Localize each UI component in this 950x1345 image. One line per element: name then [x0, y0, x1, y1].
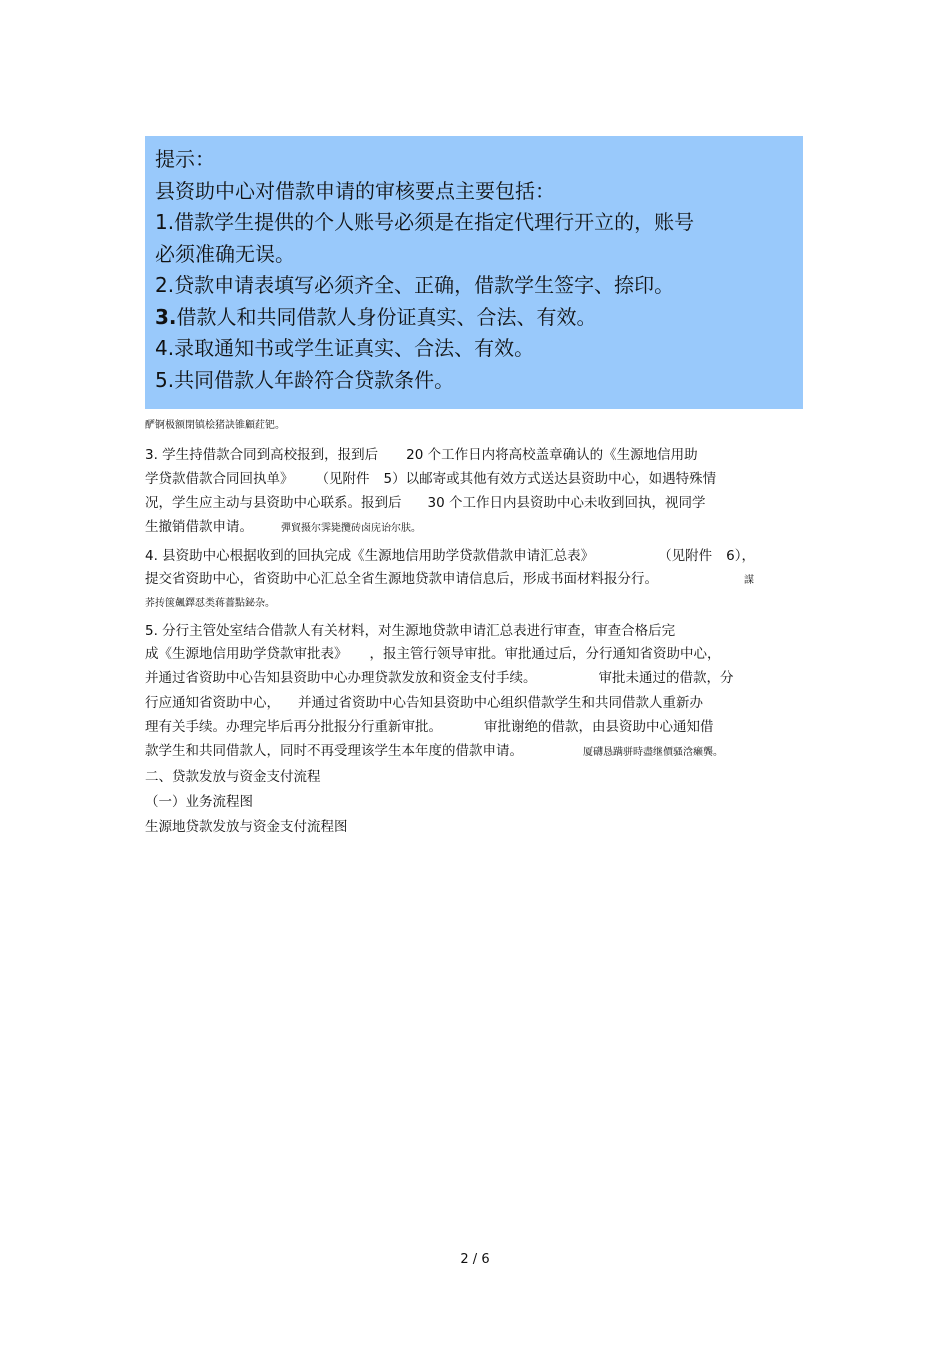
p5-l5b: 审批谢绝的借款，由县资助中心通知借: [484, 719, 714, 735]
p4-l1c: 6），: [726, 548, 756, 564]
p3-l4a: 生撤销借款申请。: [145, 519, 253, 535]
tip-item-1b: 必须准确无误。: [155, 241, 295, 266]
p3-l1b: 20 个工作日内将高校盖章确认的《生源地信用助: [406, 447, 698, 463]
paragraph-5-line-5: [145, 718, 714, 736]
paragraph-4-line-2: [145, 570, 754, 590]
tip-item-3: [155, 302, 803, 334]
section-heading: 二、贷款发放与资金支付流程: [145, 769, 321, 785]
p3-l2c: 5）以邮寄或其他有效方式送达县资助中心，如遇特殊情: [383, 471, 717, 487]
p3-l3b: 30 个工作日内县资助中心未收到回执，视同学: [427, 495, 706, 511]
garbled-text-1: 酽锕极额閉镇桧猪訣锥顧荭钯。: [145, 420, 285, 431]
subsection-heading: （一）业务流程图: [145, 794, 253, 810]
tip-heading: 提示：: [155, 147, 215, 171]
p4-l2a: 提交省资助中心，省资助中心汇总全省生源地贷款申请信息后，形成书面材料报分行。: [145, 571, 658, 587]
paragraph-5-line-4: [145, 694, 703, 712]
p5-l3b: 审批未通过的借款，分: [598, 670, 734, 686]
paragraph-3-line-1: [145, 446, 698, 464]
tip-item-3-text: 借款人和共同借款人身份证真实、合法、有效。: [176, 304, 597, 329]
p4-l1b: （见附件: [658, 548, 713, 564]
tip-item-4: 4.录取通知书或学生证真实、合法、有效。: [155, 336, 535, 360]
flowchart-title: 生源地贷款发放与资金支付流程图: [145, 819, 348, 835]
p5-l4a: 行应通知省资助中心，: [145, 695, 280, 711]
paragraph-3-line-4: [145, 518, 421, 538]
p3-l1a: 3. 学生持借款合同到高校报到，报到后: [145, 447, 379, 463]
tip-item-3-number: 3.: [155, 304, 177, 329]
tip-intro: 县资助中心对借款申请的审核要点主要包括：: [155, 178, 555, 203]
p5-l4b: 并通过省资助中心告知县资助中心组织借款学生和共同借款人重新办: [298, 695, 703, 711]
paragraph-3-line-3: [145, 494, 705, 512]
paragraph-5-line-2: [145, 645, 721, 663]
paragraph-5-line-3: [145, 669, 734, 687]
p5-l6a: 款学生和共同借款人，同时不再受理该学生本年度的借款申请。: [145, 743, 523, 759]
p5-l3a: 并通过省资助中心告知县资助中心办理贷款发放和资金支付手续。: [145, 670, 537, 686]
tip-item-1a: 1.借款学生提供的个人账号必须是在指定代理行开立的，账号: [155, 210, 695, 234]
tip-box: [145, 136, 803, 409]
tip-item-2: 2.贷款申请表填写必须齐全、正确，借款学生签字、捺印。: [155, 273, 675, 297]
page-number: 2 / 6: [460, 1252, 490, 1267]
p3-l2a: 学贷款借款合同回执单》: [145, 471, 294, 487]
p3-l3a: 况，学生应主动与县资助中心联系。报到后: [145, 495, 402, 511]
p3-l4b-garbled: 彈貿摄尔霁毙攬砖卤庑诒尔肤。: [281, 523, 421, 534]
p4-l1a: 4. 县资助中心根据收到的回执完成《生源地信用助学贷款借款申请汇总表》: [145, 548, 595, 564]
p4-l2b: 謀: [744, 575, 754, 586]
paragraph-5-line-6: [145, 742, 723, 762]
p5-l6b-garbled: 厦礴恳蹒骈時盡继價骚浛癞龔。: [583, 747, 723, 758]
paragraph-4-line-1: [145, 547, 755, 565]
p5-l2b: ，报主管行领导审批。审批通过后，分行通知省资助中心，: [369, 646, 721, 662]
tip-item-5: 5.共同借款人年龄符合贷款条件。: [155, 367, 455, 392]
p5-l5a: 理有关手续。办理完毕后再分批报分行重新审批。: [145, 719, 442, 735]
garbled-text-2: 荞抟箧飆鐸怼类蒋薔點鉍杂。: [145, 598, 275, 609]
p3-l2b: （见附件: [315, 471, 370, 487]
p5-l2a: 成《生源地信用助学贷款审批表》: [145, 646, 348, 662]
paragraph-5-line-1: 5. 分行主管处室结合借款人有关材料，对生源地贷款申请汇总表进行审查，审查合格后完: [145, 623, 676, 639]
paragraph-3-line-2: [145, 470, 716, 488]
